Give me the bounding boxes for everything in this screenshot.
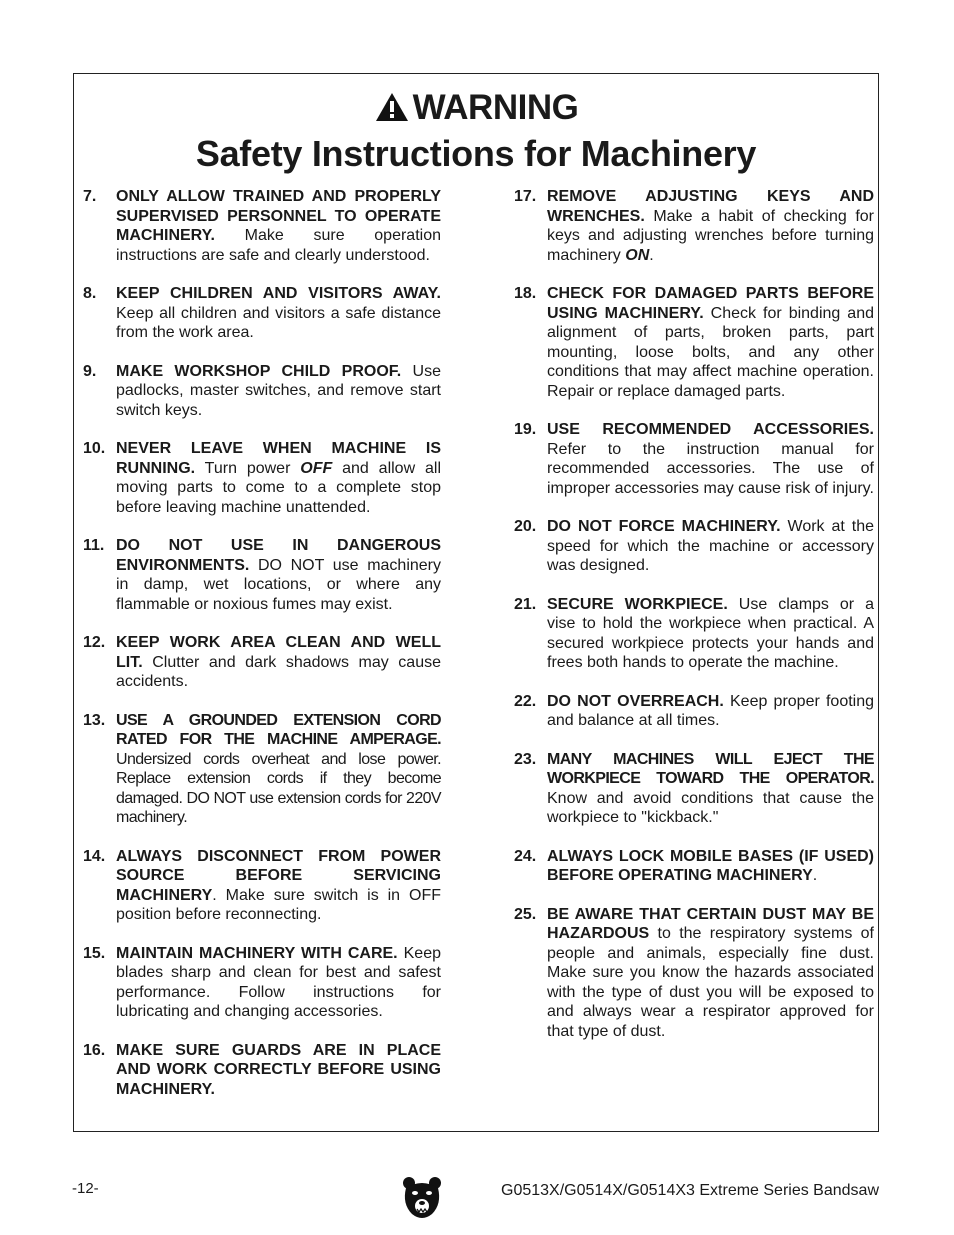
warning-label: WARNING [412,88,579,127]
bear-logo-icon [402,1176,442,1222]
page-number: -12- [72,1180,99,1197]
list-item: 22. DO NOT OVERREACH. Keep proper footing and balance at all times. [514,692,875,729]
list-item: 18. CHECK FOR DAMAGED PARTS BEFORE USING MACHINERY. Check for binding and alignment of parts, broken parts, part mounting, loose bolts, and any other conditions that may affect machine operation. Repair or replace damaged parts. [514,285,875,400]
list-item: 23. MANY MACHINES WILL EJECT THE WORKPIECE TOWARD THE OPERATOR. Know and avoid conditions that cause the workpiece to "kickback." [514,750,874,826]
warning-heading [74,88,878,128]
list-item: 13. USE A GROUNDED EXTENSION CORD RATED FOR THE MACHINE AMPERAGE. Undersized cords overheat and lose power. Replace extension cords if they become damaged. DO NOT use extension cords for 220V machinery. [83,711,441,826]
model-name: G0513X/G0514X/G0514X3 Extreme Series Bandsaw [501,1182,879,1199]
list-item: 15. MAINTAIN MACHINERY WITH CARE. Keep blades sharp and clean for best and safest performance. Follow instructions for lubricating and changing accessories. [83,944,441,1020]
list-item: 7. ONLY ALLOW TRAINED AND PROPERLY SUPERVISED PERSONNEL TO OPERATE MACHINERY. Make sure operation instructions are safe and clearly understood. [83,188,441,264]
left-column [83,187,441,1118]
list-item: 9. MAKE WORKSHOP CHILD PROOF. Use padlocks, master switches, and remove start switch keys. [83,362,441,419]
list-item: 16. MAKE SURE GUARDS ARE IN PLACE AND WORK CORRECTLY BEFORE USING MACHINERY. [83,1041,441,1098]
list-item: 19. USE RECOMMENDED ACCESSORIES. Refer to the instruction manual for recommended accessories. The use of improper accessories may cause risk of injury. [514,421,874,497]
list-item: 14. ALWAYS DISCONNECT FROM POWER SOURCE BEFORE SERVICING MACHINERY. Make sure switch is in OFF position before reconnecting. [83,847,441,923]
list-item: 12. KEEP WORK AREA CLEAN AND WELL LIT. Clutter and dark shadows may cause accidents. [83,634,441,690]
list-item: 8. KEEP CHILDREN AND VISITORS AWAY. Keep all children and visitors a safe distance from the work area. [83,285,441,341]
warning-triangle-icon [374,91,410,123]
warning-box [73,73,879,1132]
list-item: 11. DO NOT USE IN DANGEROUS ENVIRONMENTS. DO NOT use machinery in damp, wet locations, or where any flammable or noxious fumes may exist. [83,537,441,613]
list-item: 21. SECURE WORKPIECE. Use clamps or a vise to hold the workpiece when practical. A secured workpiece protects your hands and frees both hands to operate the machine. [514,595,875,671]
list-item: 24. ALWAYS LOCK MOBILE BASES (IF USED) BEFORE OPERATING MACHINERY. [514,847,874,884]
page-title: Safety Instructions for Machinery [195,133,757,174]
list-item: 20. DO NOT FORCE MACHINERY. Work at the speed for which the machine or accessory was designed. [514,518,874,574]
list-item: 25. BE AWARE THAT CERTAIN DUST MAY BE HAZARDOUS to the respiratory systems of people and animals, especially fine dust. Make sure you know the hazards associated with the type of dust you will be exposed to and always wear a respirator approved for that type of dust. [514,905,874,1040]
list-item: 17. REMOVE ADJUSTING KEYS AND WRENCHES. Make a habit of checking for keys and adjusting wrenches before turning machinery ON. [514,188,874,264]
right-column [514,187,874,1060]
list-item: 10. NEVER LEAVE WHEN MACHINE IS RUNNING. Turn power OFF and allow all moving parts to come to a complete stop before leaving machine unattended. [83,440,441,516]
